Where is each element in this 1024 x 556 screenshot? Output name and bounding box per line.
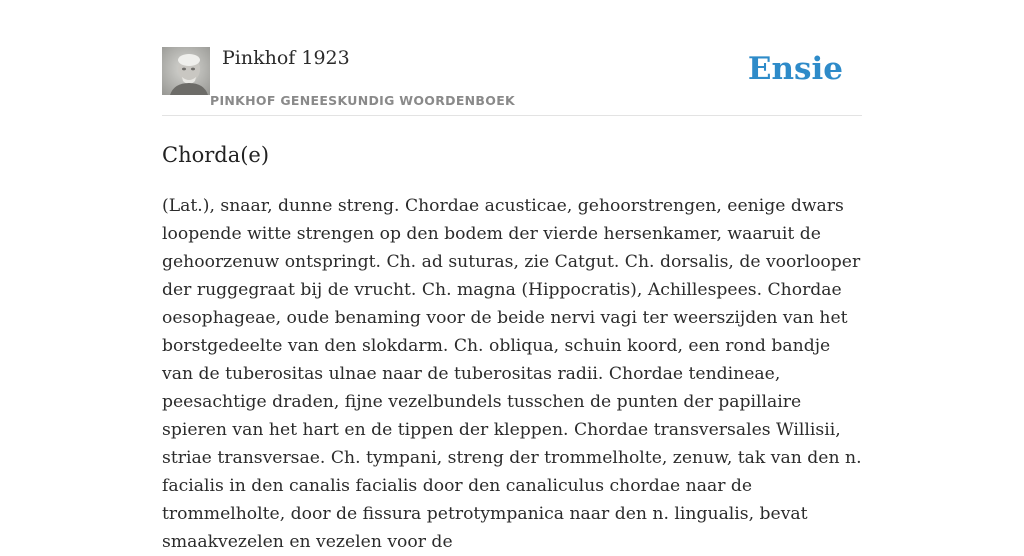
entry-definition: (Lat.), snaar, dunne streng. Chordae acusticae, gehoorstrengen, eenige dwars loopende witte strengen op den bodem der vierde hersenkamer, waaruit de gehoorzenuw ontspringt. Ch. ad suturas, zie Catgut. Ch. dorsalis, de voorlooper der ruggegraat bij de vrucht. Ch. magna (Hippocratis), Achillespees. Chordae oesophageae, oude benaming voor de beide nervi vagi ter weerszijden van het borstgedeelte van den slokdarm. Ch. obliqua, schuin koord, een rond bandje van de tuberositas ulnae naar de tuberositas radii. Chordae tendineae, peesachtige draden, fijne vezelbundels tusschen de punten der papillaire spieren van het hart en de tippen der kleppen. Chordae transversales Willisii, striae transversae. Ch. tympani, streng der trommelholte, zenuw, tak van den n. facialis in den canalis facialis door den canaliculus chordae naar de trommelholte, door de fissura petrotympanica naar den n. lingualis, bevat smaakvezelen en vezelen voor de [162,196,862,552]
author-portrait-icon [162,47,210,95]
author-avatar[interactable] [162,47,210,95]
source-label[interactable]: PINKHOF GENEESKUNDIG WOORDENBOEK [210,93,516,108]
ensie-logo[interactable]: Ensie [747,51,843,87]
entry-title: Chorda(e) [162,143,270,167]
author-name[interactable]: Pinkhof 1923 [222,47,350,69]
header-divider [162,115,862,116]
